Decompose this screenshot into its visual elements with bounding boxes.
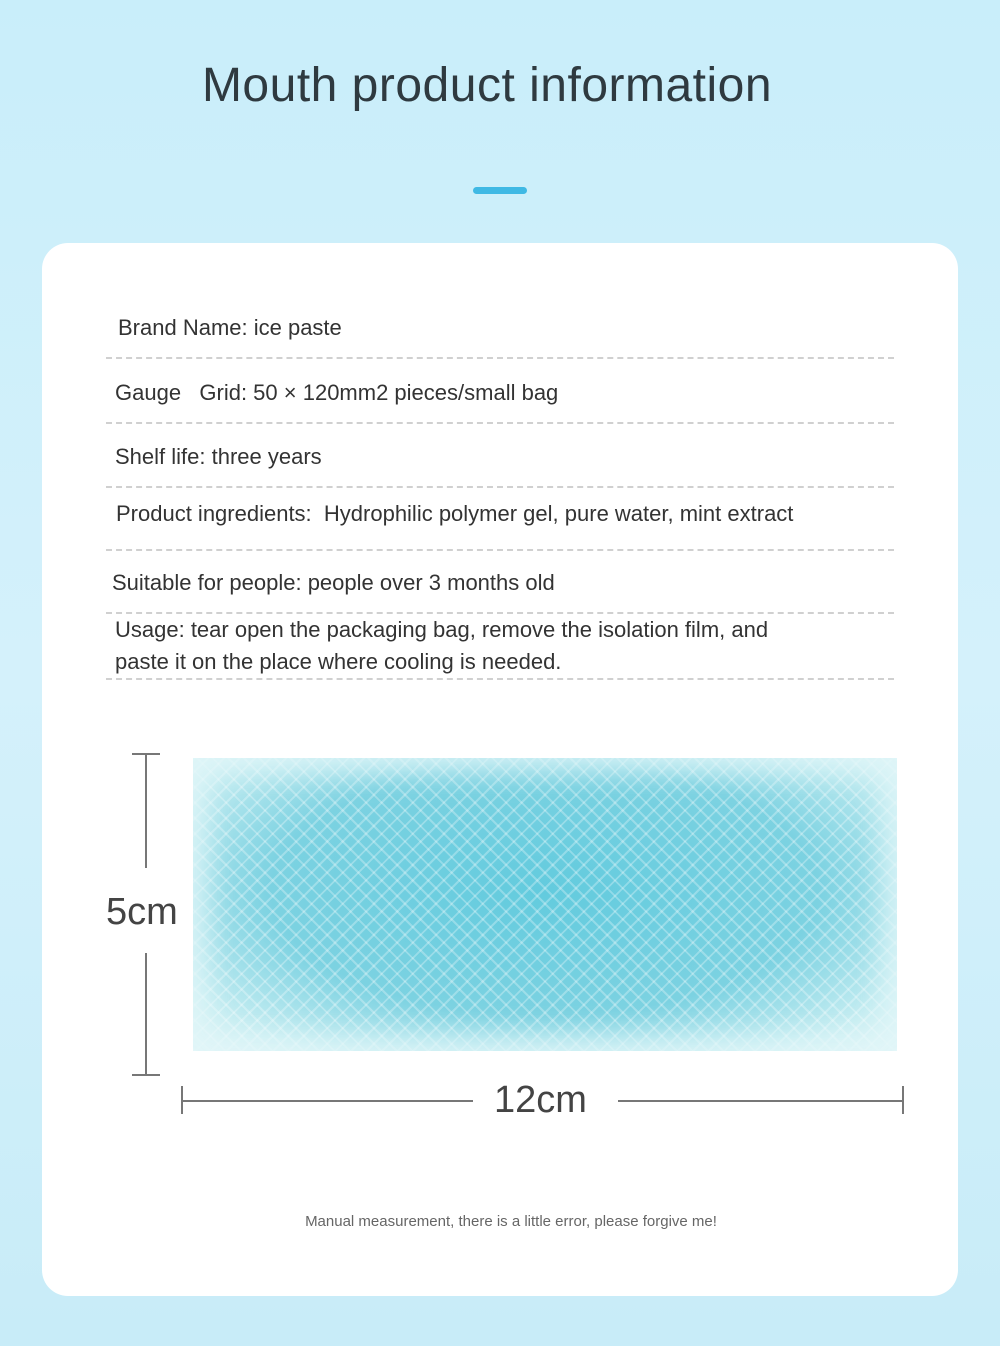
spec-shelf-life-text: Shelf life: three years (115, 444, 322, 469)
gel-patch-image (193, 758, 897, 1051)
spec-row-suitable (106, 567, 894, 614)
spec-usage-text-line1: Usage: tear open the packaging bag, remove the isolation film, and (115, 617, 769, 642)
width-line-left (181, 1100, 473, 1102)
spec-row-ingredients (106, 498, 894, 551)
spec-brand-text: Brand Name: ice paste (118, 315, 342, 340)
info-card (42, 243, 958, 1296)
spec-row-gauge (106, 374, 894, 424)
spec-gauge-text: Gauge Grid: 50 × 120mm2 pieces/small bag (115, 380, 559, 405)
width-line-right (618, 1100, 903, 1102)
gel-patch-edge (193, 758, 897, 1051)
spec-suitable-text: Suitable for people: people over 3 months old (112, 570, 555, 595)
spec-row-usage (106, 614, 894, 680)
spec-usage-text-line2: paste it on the place where cooling is needed. (115, 649, 562, 674)
height-line-lower (145, 953, 147, 1075)
spec-ingredients-text: Product ingredients: Hydrophilic polymer gel, pure water, mint extract (116, 501, 794, 526)
spec-row-brand (106, 309, 894, 359)
width-label: 12cm (494, 1079, 587, 1121)
spec-row-shelf-life (106, 441, 894, 488)
measurement-note: Manual measurement, there is a little error, please forgive me! (305, 1213, 717, 1230)
height-line-upper (145, 753, 147, 868)
page-title: Mouth product information (201, 59, 773, 112)
height-label: 5cm (106, 891, 178, 933)
height-tick-bottom (132, 1074, 160, 1076)
width-tick-right (902, 1086, 904, 1114)
title-accent-bar (473, 187, 527, 194)
